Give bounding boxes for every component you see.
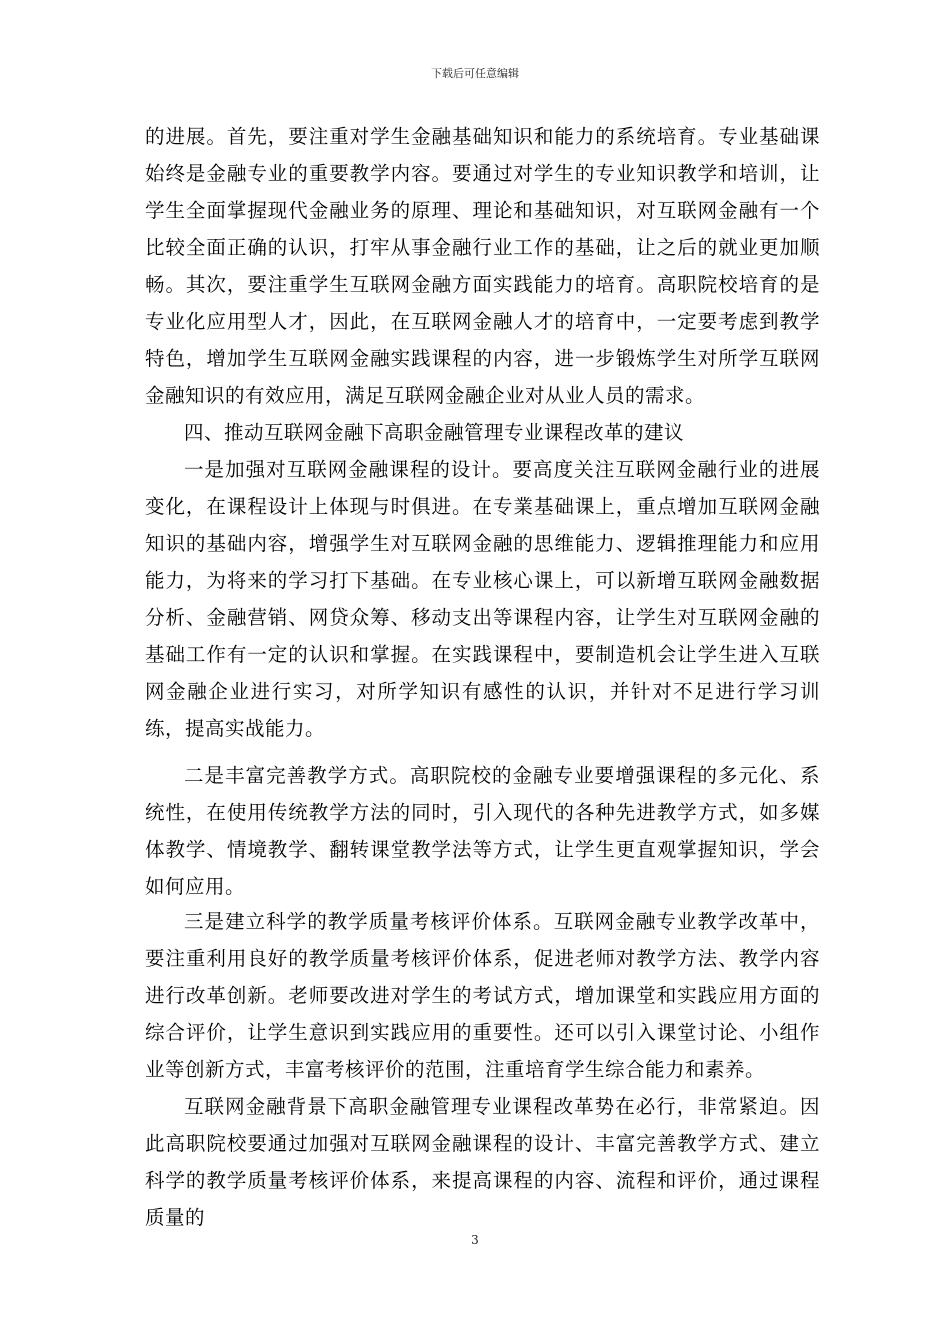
page-header: 下载后可任意编辑: [431, 67, 519, 80]
paragraph-continuation: 的进展。首先，要注重对学生金融基础知识和能力的系统培育。专业基础课始终是金融专业的重要教学内容。要通过对学生的专业知识教学和培训，让学生全面掌握现代金融业务的原理、理论和基础知识，对互联网金融有一个比较全面正确的认识，打牢从事金融行业工作的基础，让之后的就业更加顺畅。其次，要注重学生互联网金融方面实践能力的培育。高职院校培育的是专业化应用型人才，因此，在互联网金融人才的培育中，一定要考虑到教学特色，增加学生互联网金融实践课程的内容，进一步锻炼学生对所学互联网金融知识的有效应用，满足互联网金融企业对从业人员的需求。: [145, 125, 820, 407]
page-number: 3: [471, 1233, 479, 1247]
section-heading: 四、推动互联网金融下高职金融管理专业课程改革的建议: [184, 421, 685, 444]
paragraph-course-design: 一是加强对互联网金融课程的设计。要高度关注互联网金融行业的进展变化，在课程设计上体现与时俱进。在专業基础课上，重点增加互联网金融知识的基础内容，增强学生对互联网金融的思维能力、逻辑推理能力和应用能力，为将来的学习打下基础。在专业核心课上，可以新增互联网金融数据分析、金融营销、网贷众筹、移动支出等课程内容，让学生对互联网金融的基础工作有一定的认识和掌握。在实践课程中，要制造机会让学生进入互联网金融企业进行实习，对所学知识有感性的认识，并针对不足进行学习训练，提高实战能力。: [145, 458, 820, 740]
paragraph-evaluation-system: 三是建立科学的教学质量考核评价体系。互联网金融专业教学改革中，要注重利用良好的教学质量考核评价体系，促进老师对教学方法、教学内容进行改革创新。老师要改进对学生的考试方式，增加课堂和实践应用方面的综合评价，让学生意识到实践应用的重要性。还可以引入课堂讨论、小组作业等创新方式，丰富考核评价的范围，注重培育学生综合能力和素养。: [145, 910, 820, 1081]
paragraph-conclusion: 互联网金融背景下高职金融管理专业课程改革势在必行，非常紧迫。因此高职院校要通过加强对互联网金融课程的设计、丰富完善教学方式、建立科学的教学质量考核评价体系，来提高课程的内容、流程和评价，通过课程质量的: [145, 1095, 820, 1229]
paragraph-teaching-methods: 二是丰富完善教学方式。高职院校的金融专业要增强课程的多元化、系统性，在使用传统教学方法的同时，引入现代的各种先进教学方式，如多媒体教学、情境教学、翻转课堂教学法等方式，让学生更直观掌握知识，学会如何应用。: [145, 764, 820, 898]
